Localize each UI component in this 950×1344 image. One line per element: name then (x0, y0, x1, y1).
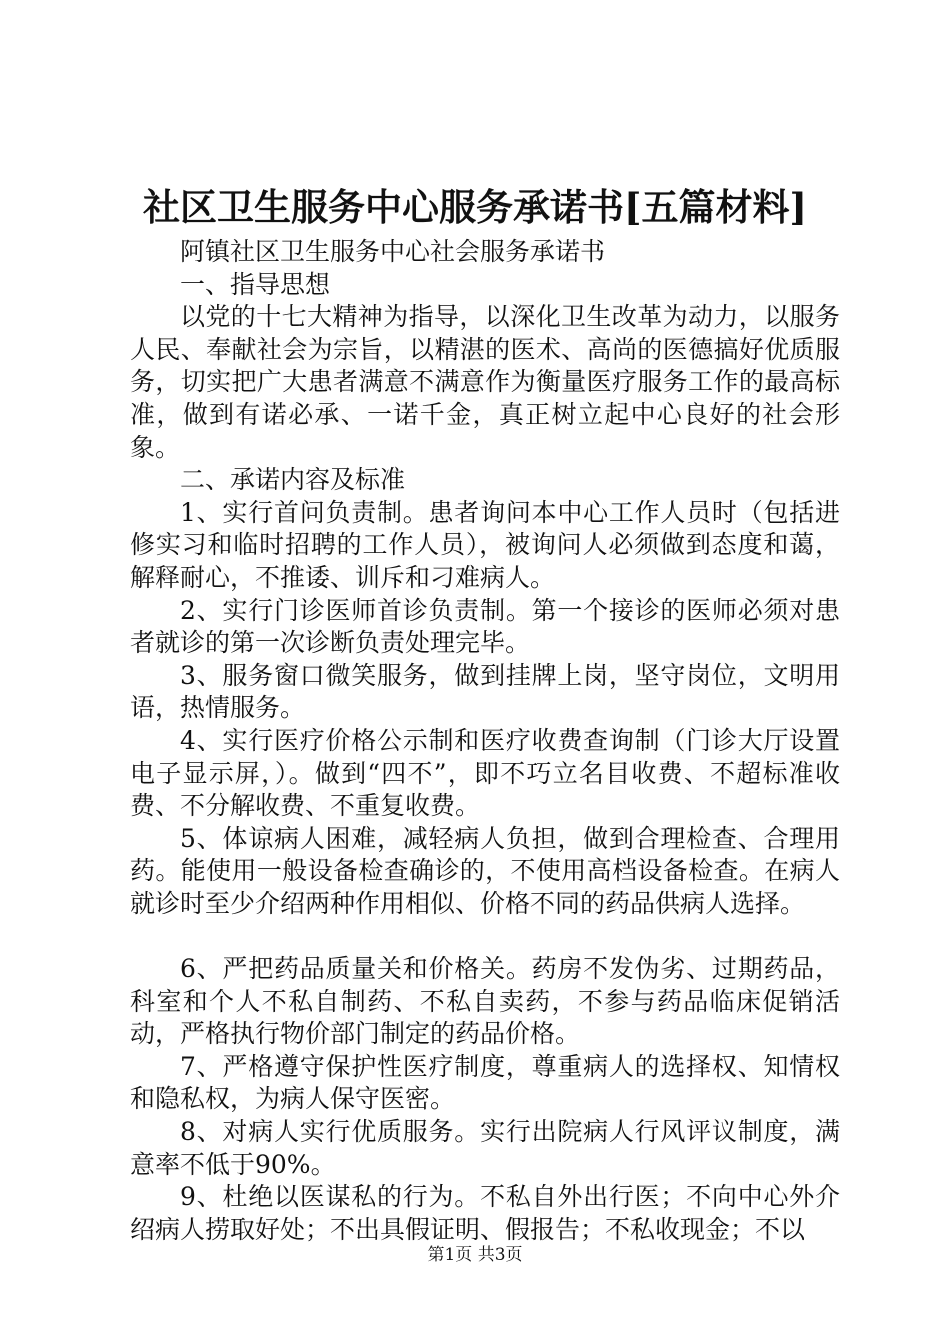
section-heading: 二、承诺内容及标准 (180, 465, 406, 495)
body-paragraph: 3、服务窗口微笑服务，做到挂牌上岗，坚守岗位，文明用语，热情服务。 (130, 660, 840, 723)
body-paragraph: 1、实行首问负责制。患者询问本中心工作人员时（包括进修实习和临时招聘的工作人员），被询问人必须做到态度和蔼，解释耐心，不推诿、训斥和刁难病人。 (130, 497, 840, 592)
section-heading: 一、指导思想 (180, 269, 331, 299)
document-body (130, 236, 840, 1246)
body-paragraph: 8、对病人实行优质服务。实行出院病人行风评议制度，满意率不低于90%。 (130, 1117, 840, 1179)
body-paragraph: 2、实行门诊医师首诊负责制。第一个接诊的医师必须对患者就诊的第一次诊断负责处理完毕。 (130, 595, 840, 658)
page-footer: 第1页 共3页 (427, 1245, 523, 1265)
body-paragraph: 4、实行医疗价格公示制和医疗收费查询制（门诊大厅设置电子显示屏，）。做到“四不”，即不巧立名目收费、不超标准收费、不分解收费、不重复收费。 (130, 725, 840, 821)
body-paragraph: 6、严把药品质量关和价格关。药房不发伪劣、过期药品，科室和个人不私自制药、不私自卖药，不参与药品临床促销活动，严格执行物价部门制定的药品价格。 (130, 954, 840, 1049)
document-title: 社区卫生服务中心服务承诺书[五篇材料] (142, 185, 807, 229)
body-paragraph: 7、严格遵守保护性医疗制度，尊重病人的选择权、知情权和隐私权，为病人保守医密。 (130, 1051, 840, 1114)
body-paragraph: 9、杜绝以医谋私的行为。不私自外出行医；不向中心外介绍病人捞取好处；不出具假证明、假报告；不私收现金；不以 (130, 1182, 840, 1244)
body-paragraph: 以党的十七大精神为指导，以深化卫生改革为动力，以服务人民、奉献社会为宗旨，以精湛的医术、高尚的医德搞好优质服务，切实把广大患者满意不满意作为衡量医疗服务工作的最高标准，做到有诺必承、一诺千金，真正树立起中心良好的社会形象。 (130, 302, 840, 462)
subtitle-paragraph: 阿镇社区卫生服务中心社会服务承诺书 (180, 237, 606, 266)
body-paragraph: 5、体谅病人困难，减轻病人负担，做到合理检查、合理用药。能使用一般设备检查确诊的，不使用高档设备检查。在病人就诊时至少介绍两种作用相似、价格不同的药品供病人选择。 (130, 823, 840, 918)
